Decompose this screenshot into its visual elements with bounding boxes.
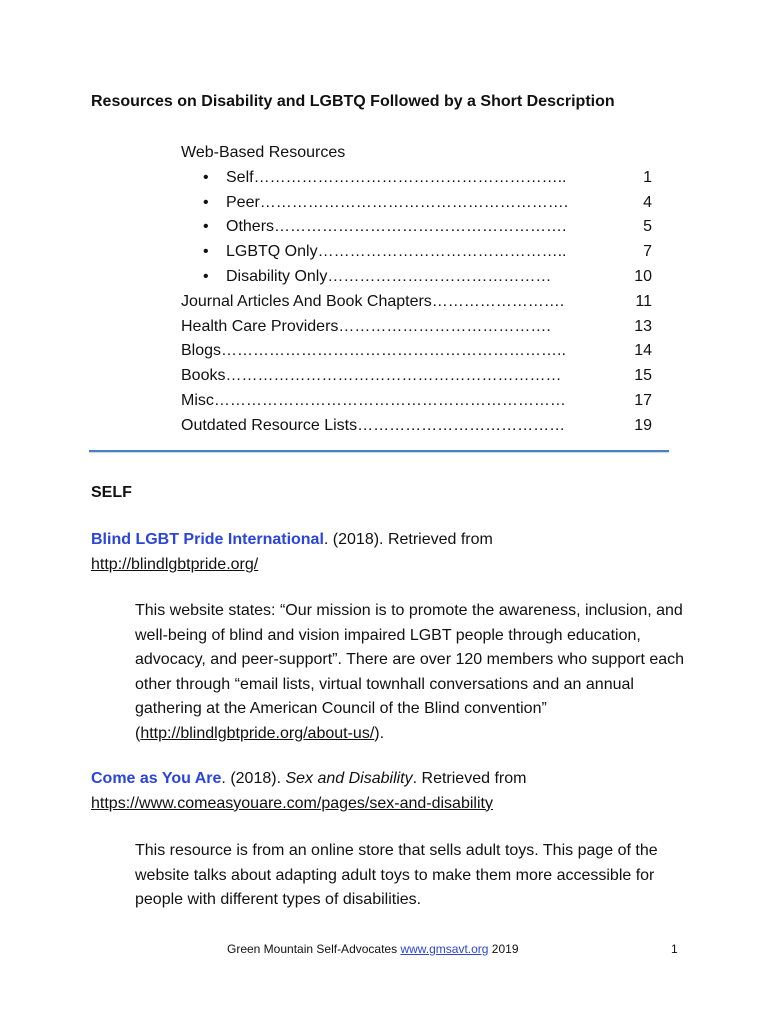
toc-item-label: Outdated Resource Lists………………………………… — [181, 416, 566, 434]
resource-description — [135, 599, 695, 746]
section-heading: SELF — [91, 484, 132, 501]
footer-org: Green Mountain Self-Advocates — [227, 942, 401, 956]
citation-year: . (2018). Retrieved from — [323, 531, 493, 548]
toc-item-peer[interactable] — [181, 191, 661, 216]
toc-item-page: 13 — [634, 317, 652, 335]
citation-line — [91, 767, 681, 792]
toc-item-misc[interactable] — [181, 389, 661, 414]
toc-item-label: Books……………………………………………………… — [181, 367, 562, 385]
resource-name-link[interactable]: Blind LGBT Pride International — [91, 531, 324, 548]
toc-item-outdated-resource-lists[interactable] — [181, 414, 661, 439]
toc-item-books[interactable] — [181, 364, 661, 389]
toc-item-label: Journal Articles And Book Chapters……………………. — [181, 292, 565, 310]
resource-url-link[interactable]: http://blindlgbtpride.org/ — [91, 555, 259, 573]
toc-item-page: 17 — [634, 391, 652, 409]
footer-credit — [227, 942, 519, 956]
footer-page-number: 1 — [671, 942, 678, 956]
citation-year: . (2018). — [221, 770, 286, 787]
citation-title: Sex and Disability — [285, 770, 413, 787]
bullet-icon: • — [203, 267, 209, 285]
toc-item-journal-articles[interactable] — [181, 290, 661, 315]
toc-item-others[interactable] — [181, 215, 661, 240]
toc-item-page: 7 — [643, 243, 652, 261]
footer-year: 2019 — [488, 942, 519, 956]
description-end: ). — [374, 724, 385, 742]
toc-item-lgbtq-only[interactable] — [181, 240, 661, 265]
toc-item-label: Misc………………………………………………………… — [181, 391, 566, 409]
footer-website-link[interactable]: www.gmsavt.org — [400, 942, 489, 956]
description-text: This website states: “Our mission is to promote the awareness, inclusion, and well-being of blind and vision impaired LGBT people through education, advocacy, and peer-support”. There are over 120 members who support each other through “email lists, virtual townhall conversations and an annual gathering at the American Council of the Blind convention” ( — [135, 602, 685, 742]
toc-item-page: 10 — [634, 267, 652, 285]
toc-item-label: Peer…………………………………………………. — [226, 193, 569, 211]
citation-line — [91, 528, 681, 553]
toc-item-page: 1 — [643, 168, 652, 186]
toc-item-label: Disability Only…………………………………… — [226, 267, 552, 285]
toc-item-label: Blogs……………………………………………………….. — [181, 342, 566, 360]
toc-item-label: LGBTQ Only……………………………………….. — [226, 243, 567, 261]
citation-retrieved: . Retrieved from — [412, 770, 527, 787]
toc-item-page: 5 — [643, 218, 652, 236]
toc-item-disability-only[interactable] — [181, 265, 661, 290]
table-of-contents — [181, 141, 661, 439]
toc-item-page: 11 — [635, 292, 652, 310]
resource-citation — [91, 528, 681, 577]
about-us-link[interactable]: http://blindlgbtpride.org/about-us/ — [140, 724, 375, 742]
bullet-icon: • — [203, 243, 209, 261]
toc-item-page: 14 — [634, 342, 652, 360]
toc-item-label: Health Care Providers…………………………………. — [181, 317, 551, 335]
bullet-icon: • — [203, 218, 209, 236]
resource-citation — [91, 767, 681, 816]
toc-item-self[interactable] — [181, 166, 661, 191]
section-divider — [89, 450, 669, 452]
toc-heading: Web-Based Resources — [181, 144, 346, 161]
bullet-icon: • — [203, 168, 209, 186]
toc-item-blogs[interactable] — [181, 339, 661, 364]
document-title: Resources on Disability and LGBTQ Followed by a Short Description — [91, 93, 615, 110]
toc-item-page: 4 — [643, 193, 652, 211]
toc-item-page: 15 — [634, 367, 652, 385]
toc-item-page: 19 — [634, 416, 652, 434]
resource-name-link[interactable]: Come as You Are — [91, 770, 222, 787]
resource-url-link[interactable]: https://www.comeasyouare.com/pages/sex-and-disability — [91, 794, 493, 812]
toc-item-health-care-providers[interactable] — [181, 315, 661, 340]
bullet-icon: • — [203, 193, 209, 211]
resource-description: This resource is from an online store that sells adult toys. This page of the website talks about adapting adult toys to make them more accessible for people with different types of disabilities. — [135, 842, 658, 908]
toc-item-label: Others………………………………………………. — [226, 218, 567, 236]
toc-item-label: Self………………………………………………….. — [226, 168, 567, 186]
